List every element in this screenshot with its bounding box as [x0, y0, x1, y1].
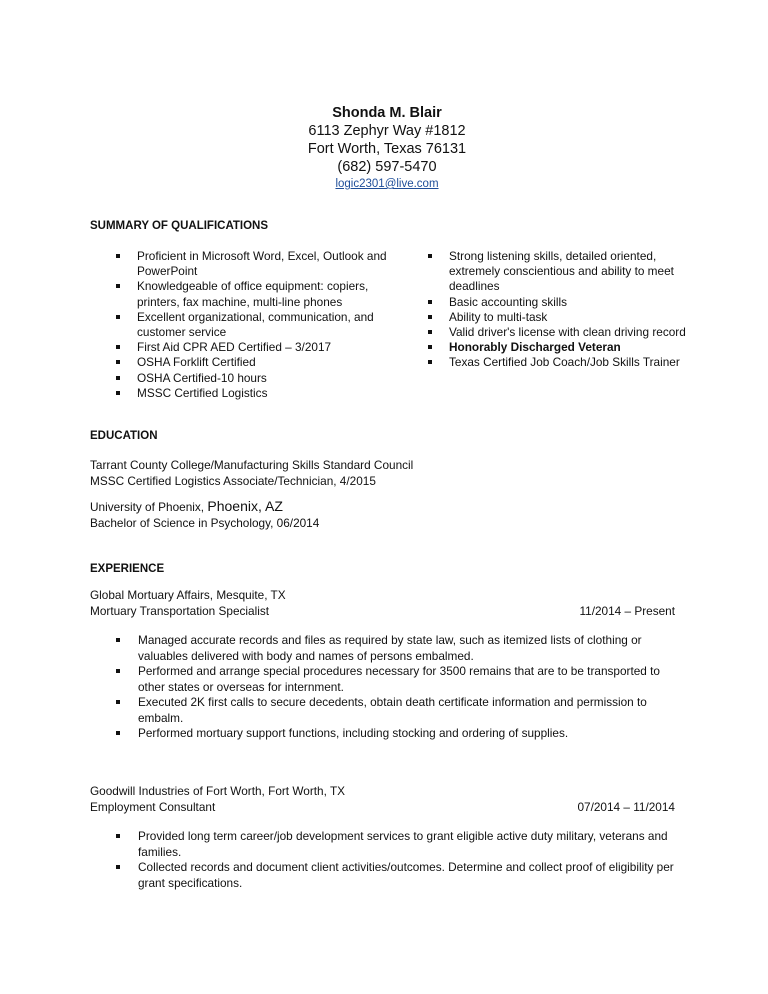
job-title-row — [90, 604, 675, 620]
address-line-1: 6113 Zephyr Way #1812 — [308, 123, 466, 139]
list-item: Proficient in Microsoft Word, Excel, Outlook and PowerPoint — [116, 249, 396, 279]
bullet-icon — [428, 360, 432, 364]
list-item: Basic accounting skills — [428, 295, 688, 310]
list-item: Honorably Discharged Veteran — [428, 340, 688, 355]
summary-left-list — [116, 249, 396, 401]
job-employer: Goodwill Industries of Fort Worth, Fort Worth, TX — [90, 784, 346, 798]
education-heading: EDUCATION — [90, 430, 158, 442]
list-item: Strong listening skills, detailed oriented, extremely conscientious and ability to meet deadlines — [428, 249, 688, 295]
bullet-icon — [116, 731, 120, 735]
bullet-icon — [428, 345, 432, 349]
education-entry: University of Phoenix, Phoenix, AZ Bachelor of Science in Psychology, 06/2014 — [90, 498, 320, 530]
list-item: Knowledgeable of office equipment: copiers, printers, fax machine, multi-line phones — [116, 279, 396, 309]
bullet-icon — [116, 360, 120, 364]
list-item: Executed 2K first calls to secure decedents, obtain death certificate information and permission to embalm. — [116, 695, 682, 726]
bullet-icon — [428, 254, 432, 258]
job-dates: 11/2014 – Present — [579, 604, 675, 618]
bullet-icon — [116, 376, 120, 380]
phone-number: (682) 597-5470 — [337, 159, 437, 175]
list-item: Texas Certified Job Coach/Job Skills Trainer — [428, 355, 688, 370]
list-item: First Aid CPR AED Certified – 3/2017 — [116, 340, 396, 355]
bullet-icon — [116, 669, 120, 673]
list-item: Performed mortuary support functions, including stocking and ordering of supplies. — [116, 726, 682, 742]
summary-right-list — [428, 249, 688, 371]
experience-heading: EXPERIENCE — [90, 563, 165, 575]
job-duties-list — [116, 633, 682, 742]
list-item: Valid driver's license with clean driving record — [428, 325, 688, 340]
education-entry: Tarrant County College/Manufacturing Skills Standard Council MSSC Certified Logistics Associate/Technician, 4/2015 — [90, 458, 414, 488]
contact-header — [0, 104, 768, 192]
job-employer: Global Mortuary Affairs, Mesquite, TX — [90, 588, 286, 602]
job-role: Employment Consultant — [90, 800, 216, 814]
list-item: OSHA Certified-10 hours — [116, 371, 396, 386]
bullet-icon — [116, 834, 120, 838]
summary-heading: SUMMARY OF QUALIFICATIONS — [90, 220, 269, 232]
bullet-icon — [116, 865, 120, 869]
list-item: Provided long term career/job development services to grant eligible active duty military, veterans and families. — [116, 829, 682, 860]
job-role: Mortuary Transportation Specialist — [90, 604, 269, 618]
candidate-name: Shonda M. Blair — [332, 105, 442, 121]
bullet-icon — [116, 315, 120, 319]
job-title-row — [90, 800, 675, 816]
bullet-icon — [428, 300, 432, 304]
list-item: Ability to multi-task — [428, 310, 688, 325]
bullet-icon — [116, 700, 120, 704]
email-link[interactable]: logic2301@live.com — [335, 178, 439, 190]
bullet-icon — [116, 254, 120, 258]
list-item: OSHA Forklift Certified — [116, 355, 396, 370]
bullet-icon — [116, 345, 120, 349]
list-item: Excellent organizational, communication, and customer service — [116, 310, 396, 340]
list-item: Managed accurate records and files as required by state law, such as itemized lists of clothing or valuables delivered with body and names of persons embalmed. — [116, 633, 682, 664]
address-line-2: Fort Worth, Texas 76131 — [307, 141, 467, 157]
bullet-icon — [428, 315, 432, 319]
bullet-icon — [116, 284, 120, 288]
job-dates: 07/2014 – 11/2014 — [577, 800, 675, 814]
list-item: Performed and arrange special procedures necessary for 3500 remains that are to be transported to other states or overseas for internment. — [116, 664, 682, 695]
list-item: MSSC Certified Logistics — [116, 386, 396, 401]
bullet-icon — [116, 638, 120, 642]
job-duties-list — [116, 829, 682, 891]
bullet-icon — [428, 330, 432, 334]
bullet-icon — [116, 391, 120, 395]
list-item: Collected records and document client activities/outcomes. Determine and collect proof of eligibility per grant specifications. — [116, 860, 682, 891]
